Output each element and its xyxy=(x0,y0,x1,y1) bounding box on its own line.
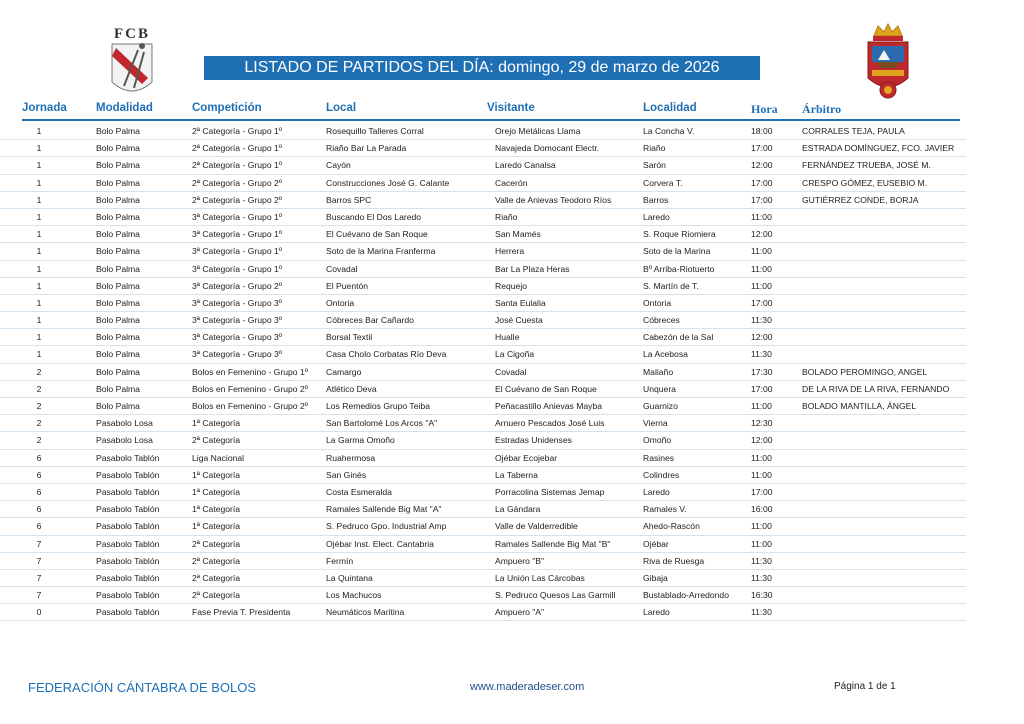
cell-localidad: Rasines xyxy=(643,452,675,463)
footer-organization: FEDERACIÓN CÁNTABRA DE BOLOS xyxy=(28,680,257,695)
table-row xyxy=(0,587,966,604)
cell-visitante: Orejo Metálicas Llama xyxy=(495,126,581,136)
cell-modalidad: Bolo Palma xyxy=(96,246,140,257)
cell-hora: 11:30 xyxy=(751,572,772,583)
table-row xyxy=(0,570,966,587)
cell-visitante: Estradas Unidenses xyxy=(495,435,572,446)
cell-local: Cóbreces Bar Cañardo xyxy=(326,315,414,326)
cell-jornada: 1 xyxy=(36,229,42,240)
cell-competicion: 2ª Categoría xyxy=(192,572,241,583)
cell-localidad: Laredo xyxy=(643,211,670,222)
cell-competicion: 3ª Categoría - Grupo 1º xyxy=(192,211,282,222)
cell-competicion: 3ª Categoría - Grupo 3º xyxy=(192,349,282,360)
cell-modalidad: Bolo Palma xyxy=(96,401,140,411)
cell-hora: 11:30 xyxy=(751,315,772,326)
cell-jornada: 6 xyxy=(36,504,42,515)
cell-competicion: 1ª Categoría xyxy=(192,504,241,515)
cell-modalidad: Bolo Palma xyxy=(96,211,140,222)
table-row xyxy=(0,295,966,312)
cell-localidad: Bº Arriba-Riotuerto xyxy=(643,263,715,274)
cell-arbitro: FERNÁNDEZ TRUEBA, JOSÉ M. xyxy=(802,160,931,171)
table-row xyxy=(0,432,966,449)
cell-local: San Bartolomé Los Arcos "A" xyxy=(326,418,438,429)
cell-modalidad: Pasabolo Losa xyxy=(96,435,153,446)
cell-localidad: S. Roque Riomiera xyxy=(643,229,716,240)
cell-jornada: 2 xyxy=(36,435,42,446)
cell-modalidad: Bolo Palma xyxy=(96,383,140,394)
cell-competicion: Bolos en Femenino - Grupo 2º xyxy=(192,383,308,394)
cell-local: Fermín xyxy=(326,555,354,566)
cell-hora: 11:30 xyxy=(751,607,772,618)
cell-modalidad: Bolo Palma xyxy=(96,280,140,291)
cell-localidad: La Concha V. xyxy=(643,126,695,136)
cell-jornada: 1 xyxy=(36,315,42,326)
table-row xyxy=(0,381,966,398)
cell-visitante: La Cigoña xyxy=(495,349,535,360)
cell-hora: 17:00 xyxy=(751,143,773,154)
cell-visitante: Requejo xyxy=(495,280,528,291)
cell-localidad: Riaño xyxy=(643,143,666,154)
cell-modalidad: Bolo Palma xyxy=(96,315,140,326)
cell-competicion: 2ª Categoría xyxy=(192,590,241,601)
cell-localidad: Ramales V. xyxy=(643,504,687,515)
cell-local: La Quintana xyxy=(326,572,373,583)
cell-arbitro: CRESPO GÓMEZ, EUSEBIO M. xyxy=(802,177,928,188)
cell-competicion: 1ª Categoría xyxy=(192,418,241,429)
cell-local: Ruahermosa xyxy=(326,452,376,463)
cell-visitante: Valle de Anievas Teodoro Ríos xyxy=(495,194,612,205)
table-row xyxy=(0,209,966,226)
cell-jornada: 1 xyxy=(36,126,42,136)
cell-modalidad: Bolo Palma xyxy=(96,229,140,240)
cell-local: Ojébar Inst. Elect. Cantabria xyxy=(326,538,434,549)
cell-visitante: Riaño xyxy=(495,211,518,222)
cell-modalidad: Bolo Palma xyxy=(96,126,140,136)
cell-hora: 11:30 xyxy=(751,555,772,566)
cell-modalidad: Pasabolo Tablón xyxy=(96,555,160,566)
cell-modalidad: Pasabolo Tablón xyxy=(96,538,160,549)
cell-hora: 11:00 xyxy=(751,521,772,532)
table-row xyxy=(0,518,966,535)
cell-jornada: 1 xyxy=(36,297,42,308)
cell-jornada: 1 xyxy=(36,194,42,205)
cell-modalidad: Pasabolo Tablón xyxy=(96,486,160,497)
cell-jornada: 7 xyxy=(36,555,42,566)
cell-visitante: Santa Eulalia xyxy=(495,297,546,308)
cell-jornada: 6 xyxy=(36,521,42,532)
cell-local: Costa Esmeralda xyxy=(326,486,392,497)
cell-competicion: 2ª Categoría xyxy=(192,435,241,446)
cell-competicion: 3ª Categoría - Grupo 3º xyxy=(192,297,282,308)
cell-modalidad: Pasabolo Tablón xyxy=(96,469,160,480)
cell-visitante: Ramales Sallende Big Mat "B" xyxy=(495,538,611,549)
matches-table xyxy=(0,123,1024,621)
cell-visitante: Laredo Canalsa xyxy=(495,160,556,171)
cell-modalidad: Pasabolo Tablón xyxy=(96,521,160,532)
cell-visitante: San Mamés xyxy=(495,229,541,240)
cell-localidad: Guarnizo xyxy=(643,401,678,411)
header-modalidad: Modalidad xyxy=(96,102,153,114)
cell-modalidad: Bolo Palma xyxy=(96,332,140,343)
cell-visitante: Cacerón xyxy=(495,177,528,188)
cell-hora: 17:00 xyxy=(751,194,773,205)
cell-local: Riaño Bar La Parada xyxy=(326,143,407,154)
cell-hora: 12:00 xyxy=(751,435,773,446)
cell-hora: 12:00 xyxy=(751,332,773,343)
cell-hora: 11:00 xyxy=(751,538,772,549)
table-row xyxy=(0,364,966,381)
cell-visitante: La Unión Las Cárcobas xyxy=(495,572,585,583)
cell-local: Neumáticos Maritina xyxy=(326,607,405,618)
fcb-logo xyxy=(106,22,158,100)
cell-competicion: 2ª Categoría - Grupo 1º xyxy=(192,160,282,171)
table-row xyxy=(0,243,966,260)
cell-localidad: Ojébar xyxy=(643,538,669,549)
cell-localidad: Gibaja xyxy=(643,572,668,583)
cell-competicion: 2ª Categoría - Grupo 1º xyxy=(192,126,282,136)
header-visitante: Visitante xyxy=(487,102,535,114)
cell-visitante: Valle de Valderredible xyxy=(495,521,578,532)
cell-jornada: 6 xyxy=(36,486,42,497)
cell-hora: 12:30 xyxy=(751,418,773,429)
table-row xyxy=(0,450,966,467)
cell-hora: 11:30 xyxy=(751,349,772,360)
table-row xyxy=(0,329,966,346)
table-row xyxy=(0,553,966,570)
cell-hora: 17:00 xyxy=(751,177,773,188)
cell-hora: 12:00 xyxy=(751,229,773,240)
cell-jornada: 6 xyxy=(36,469,42,480)
cell-local: Cayón xyxy=(326,160,351,171)
cell-jornada: 1 xyxy=(36,160,42,171)
header-arbitro: Árbitro xyxy=(802,102,842,116)
cell-jornada: 1 xyxy=(36,143,42,154)
cell-visitante: Ojébar Ecojebar xyxy=(495,452,558,463)
cell-hora: 17:00 xyxy=(751,297,773,308)
cell-localidad: Omoño xyxy=(643,435,672,446)
cell-hora: 11:00 xyxy=(751,401,772,411)
cell-hora: 11:00 xyxy=(751,469,772,480)
cell-modalidad: Bolo Palma xyxy=(96,366,140,377)
cell-modalidad: Bolo Palma xyxy=(96,143,140,154)
cell-competicion: 1ª Categoría xyxy=(192,486,241,497)
cell-local: Los Remedios Grupo Teiba xyxy=(326,401,430,411)
cell-visitante: S. Pedruco Quesos Las Garmill xyxy=(495,590,616,601)
table-row xyxy=(0,346,966,363)
cell-hora: 11:00 xyxy=(751,246,772,257)
cell-hora: 11:00 xyxy=(751,263,772,274)
cell-localidad: Ontoria xyxy=(643,297,672,308)
cell-local: Ramales Sallende Big Mat "A" xyxy=(326,504,442,515)
cell-visitante: Herrera xyxy=(495,246,525,257)
cell-competicion: 3ª Categoría - Grupo 1º xyxy=(192,263,282,274)
cell-competicion: 2ª Categoría - Grupo 2º xyxy=(192,194,282,205)
cell-competicion: 1ª Categoría xyxy=(192,469,241,480)
header-localidad: Localidad xyxy=(643,102,697,114)
cell-local: El Puentón xyxy=(326,280,369,291)
cell-competicion: 3ª Categoría - Grupo 1º xyxy=(192,229,282,240)
cell-arbitro: DE LA RIVA DE LA RIVA, FERNANDO xyxy=(802,383,950,394)
cell-arbitro: GUTIÉRREZ CONDE, BORJA xyxy=(802,194,919,205)
cell-jornada: 7 xyxy=(36,538,42,549)
cell-visitante: Arnuero Pescados José Luis xyxy=(495,418,605,429)
cell-local: Los Machucos xyxy=(326,590,382,601)
table-row xyxy=(0,192,966,209)
header-jornada: Jornada xyxy=(22,102,67,114)
table-row xyxy=(0,175,966,192)
cell-localidad: Laredo xyxy=(643,486,670,497)
cell-visitante: Navajeda Domocant Electr. xyxy=(495,143,600,154)
cell-modalidad: Pasabolo Tablón xyxy=(96,590,160,601)
cell-modalidad: Pasabolo Tablón xyxy=(96,572,160,583)
cell-visitante: Ampuero "A" xyxy=(495,607,545,618)
cell-hora: 11:00 xyxy=(751,211,772,222)
svg-text:FCB: FCB xyxy=(114,26,150,42)
cell-competicion: 2ª Categoría - Grupo 2º xyxy=(192,177,282,188)
cell-jornada: 6 xyxy=(36,452,42,463)
cell-jornada: 1 xyxy=(36,246,42,257)
cell-hora: 11:00 xyxy=(751,280,772,291)
cell-local: Covadal xyxy=(326,263,358,274)
table-row xyxy=(0,226,966,243)
cell-arbitro: CORRALES TEJA, PAULA xyxy=(802,126,905,136)
table-row xyxy=(0,536,966,553)
coat-of-arms-logo xyxy=(864,22,912,102)
cell-localidad: Riva de Ruesga xyxy=(643,555,705,566)
cell-local: Ontoria xyxy=(326,297,355,308)
cell-jornada: 1 xyxy=(36,349,42,360)
table-row xyxy=(0,484,966,501)
cell-localidad: S. Martín de T. xyxy=(643,280,699,291)
header-competicion: Competición xyxy=(192,102,262,114)
cell-modalidad: Bolo Palma xyxy=(96,194,140,205)
cell-hora: 18:00 xyxy=(751,126,773,136)
cell-localidad: Unquera xyxy=(643,383,676,394)
cell-jornada: 1 xyxy=(36,280,42,291)
table-header xyxy=(0,102,1024,118)
cell-local: El Cuévano de San Roque xyxy=(326,229,428,240)
cell-local: Barros SPC xyxy=(326,194,372,205)
cell-modalidad: Bolo Palma xyxy=(96,177,140,188)
cell-visitante: Peñacastillo Anievas Mayba xyxy=(495,401,603,411)
cell-modalidad: Pasabolo Tablón xyxy=(96,504,160,515)
cell-hora: 16:00 xyxy=(751,504,773,515)
cell-modalidad: Pasabolo Losa xyxy=(96,418,153,429)
cell-jornada: 0 xyxy=(36,607,42,618)
cell-modalidad: Bolo Palma xyxy=(96,297,140,308)
cell-localidad: Sarón xyxy=(643,160,666,171)
cell-local: La Garma Omoño xyxy=(326,435,395,446)
table-row xyxy=(0,278,966,295)
cell-visitante: Ampuero "B" xyxy=(495,555,545,566)
cell-localidad: Cóbreces xyxy=(643,315,680,326)
table-row xyxy=(0,604,966,621)
cell-jornada: 7 xyxy=(36,590,42,601)
cell-hora: 12:00 xyxy=(751,160,773,171)
header-divider xyxy=(22,119,960,121)
cell-localidad: Cabezón de la Sal xyxy=(643,332,714,343)
table-row xyxy=(0,123,966,140)
table-row xyxy=(0,312,966,329)
cell-localidad: Vierna xyxy=(643,418,668,429)
cell-visitante: Bar La Plaza Heras xyxy=(495,263,570,274)
cell-hora: 17:00 xyxy=(751,486,773,497)
cell-local: Buscando El Dos Laredo xyxy=(326,211,422,222)
cell-local: Casa Cholo Corbatas Río Deva xyxy=(326,349,447,360)
cell-competicion: Fase Previa T. Presidenta xyxy=(192,607,291,618)
cell-modalidad: Bolo Palma xyxy=(96,263,140,274)
header-local: Local xyxy=(326,102,357,114)
cell-localidad: Ahedo-Rascón xyxy=(643,521,700,532)
cell-visitante: José Cuesta xyxy=(495,315,543,326)
cell-localidad: Laredo xyxy=(643,607,670,618)
table-row xyxy=(0,140,966,157)
cell-localidad: La Acebosa xyxy=(643,349,688,360)
cell-localidad: Colindres xyxy=(643,469,680,480)
cell-localidad: Corvera T. xyxy=(643,177,683,188)
cell-local: Rosequillo Talleres Corral xyxy=(326,126,424,136)
cell-local: Camargo xyxy=(326,366,362,377)
cell-jornada: 2 xyxy=(36,383,42,394)
table-row xyxy=(0,467,966,484)
cell-local: S. Pedruco Gpo. Industrial Amp xyxy=(326,521,447,532)
cell-competicion: 3ª Categoría - Grupo 2º xyxy=(192,280,282,291)
cell-local: Atlético Deva xyxy=(326,383,377,394)
cell-localidad: Maliaño xyxy=(643,366,674,377)
cell-hora: 16:30 xyxy=(751,590,773,601)
cell-hora: 17:30 xyxy=(751,366,773,377)
cell-competicion: 3ª Categoría - Grupo 1º xyxy=(192,246,282,257)
cell-localidad: Barros xyxy=(643,194,669,205)
cell-hora: 17:00 xyxy=(751,383,773,394)
cell-visitante: La Gándara xyxy=(495,504,541,515)
cell-competicion: 2ª Categoría xyxy=(192,555,241,566)
cell-arbitro: ESTRADA DOMÍNGUEZ, FCO. JAVIER xyxy=(802,143,955,154)
table-row xyxy=(0,415,966,432)
table-row xyxy=(0,501,966,518)
cell-visitante: La Taberna xyxy=(495,469,538,480)
cell-modalidad: Pasabolo Tablón xyxy=(96,607,160,618)
cell-competicion: 1ª Categoría xyxy=(192,521,241,532)
cell-local: Soto de la Marina Franferma xyxy=(326,246,436,257)
cell-competicion: 3ª Categoría - Grupo 3º xyxy=(192,332,282,343)
page-title: LISTADO DE PARTIDOS DEL DÍA: domingo, 29 de marzo de 2026 xyxy=(204,56,760,80)
cell-jornada: 2 xyxy=(36,418,42,429)
cell-local: Construcciones José G. Calante xyxy=(326,177,450,188)
cell-arbitro: BOLADO PEROMINGO, ANGEL xyxy=(802,366,928,377)
header-hora: Hora xyxy=(751,102,778,116)
cell-visitante: Hualle xyxy=(495,332,520,343)
cell-competicion: Bolos en Femenino - Grupo 1º xyxy=(192,366,308,377)
cell-visitante: El Cuévano de San Roque xyxy=(495,383,597,394)
cell-hora: 11:00 xyxy=(751,452,772,463)
footer-website-link[interactable]: www.maderadeser.com xyxy=(470,681,585,693)
cell-modalidad: Bolo Palma xyxy=(96,349,140,360)
cell-visitante: Covadal xyxy=(495,366,527,377)
cell-local: Borsal Textil xyxy=(326,332,373,343)
cell-jornada: 1 xyxy=(36,332,42,343)
cell-jornada: 1 xyxy=(36,177,42,188)
cell-jornada: 1 xyxy=(36,211,42,222)
cell-jornada: 1 xyxy=(36,263,42,274)
cell-localidad: Soto de la Marina xyxy=(643,246,711,257)
cell-modalidad: Bolo Palma xyxy=(96,160,140,171)
cell-localidad: Bustablado-Arredondo xyxy=(643,590,729,601)
cell-competicion: Liga Nacional xyxy=(192,452,245,463)
table-row xyxy=(0,398,966,415)
cell-jornada: 2 xyxy=(36,401,42,411)
cell-jornada: 2 xyxy=(36,366,42,377)
cell-competicion: 2ª Categoría xyxy=(192,538,241,549)
cell-modalidad: Pasabolo Tablón xyxy=(96,452,160,463)
cell-competicion: 2ª Categoría - Grupo 1º xyxy=(192,143,282,154)
cell-visitante: Porracolina Sistemas Jemap xyxy=(495,486,605,497)
table-row xyxy=(0,261,966,278)
cell-jornada: 7 xyxy=(36,572,42,583)
cell-competicion: Bolos en Femenino - Grupo 2º xyxy=(192,401,308,411)
footer-page-number: Página 1 de 1 xyxy=(834,681,896,692)
table-row xyxy=(0,157,966,174)
cell-competicion: 3ª Categoría - Grupo 3º xyxy=(192,315,282,326)
cell-local: San Ginés xyxy=(326,469,367,480)
cell-arbitro: BOLADO MANTILLA, ÁNGEL xyxy=(802,401,917,411)
